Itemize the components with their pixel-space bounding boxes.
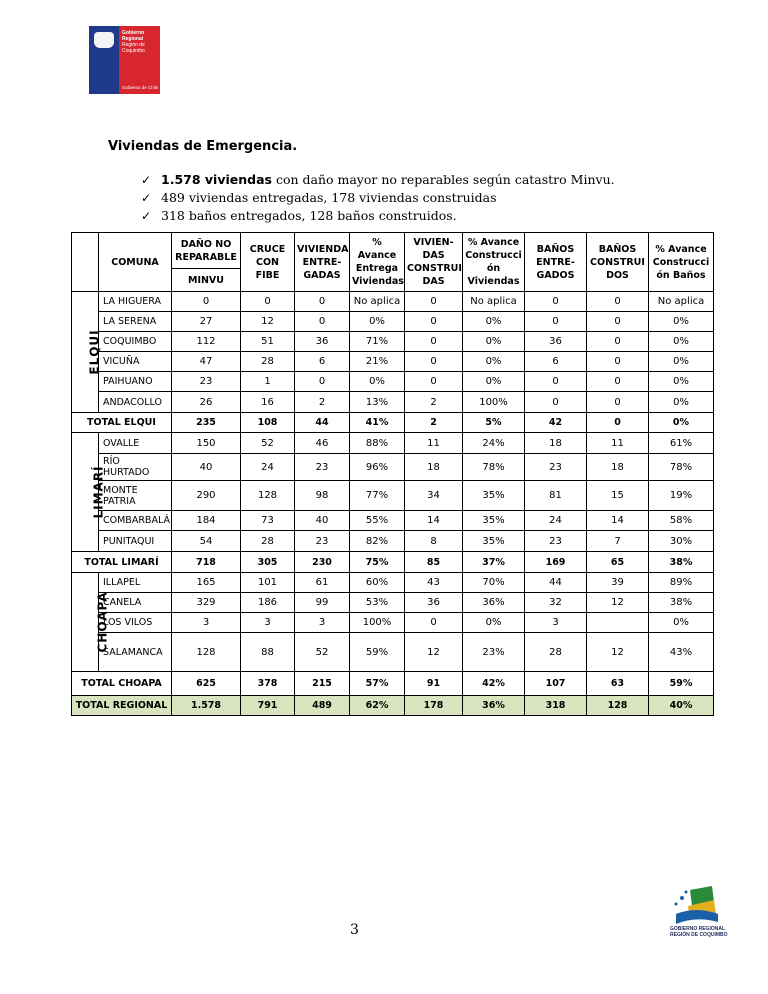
value-cell: 36% — [463, 593, 525, 613]
value-cell: No aplica — [649, 292, 714, 312]
bullet-bold: 1.578 viviendas — [161, 172, 272, 187]
value-cell: 128 — [172, 633, 241, 672]
value-cell: 43 — [405, 573, 463, 593]
total-value: 44 — [295, 413, 350, 433]
value-cell: 0% — [463, 332, 525, 352]
total-label: TOTAL ELQUI — [72, 413, 172, 433]
value-cell: 0 — [405, 292, 463, 312]
value-cell: 78% — [649, 454, 714, 481]
value-cell: 52 — [241, 433, 295, 454]
value-cell: 96% — [350, 454, 405, 481]
total-value: 42% — [463, 672, 525, 696]
value-cell: 88% — [350, 433, 405, 454]
value-cell: 0 — [405, 312, 463, 332]
total-row — [72, 672, 714, 696]
page-number: 3 — [350, 922, 359, 938]
value-cell: 61% — [649, 433, 714, 454]
grand-total-value: 40% — [649, 696, 714, 716]
value-cell: 0 — [587, 332, 649, 352]
total-value: 378 — [241, 672, 295, 696]
value-cell: 186 — [241, 593, 295, 613]
total-value: 235 — [172, 413, 241, 433]
value-cell: 59% — [350, 633, 405, 672]
checkmark-icon: ✓ — [141, 209, 152, 223]
bullet-item — [141, 189, 615, 207]
logo-text-line3: Región de Coquimbo — [122, 42, 145, 54]
value-cell: 55% — [350, 511, 405, 531]
value-cell: 43% — [649, 633, 714, 672]
value-cell: 0 — [587, 292, 649, 312]
value-cell: 53% — [350, 593, 405, 613]
total-value: 65 — [587, 552, 649, 573]
region-label — [72, 292, 102, 413]
value-cell: 3 — [241, 613, 295, 633]
value-cell — [587, 613, 649, 633]
table-row — [72, 593, 714, 613]
value-cell: 23 — [295, 531, 350, 552]
value-cell: 24 — [241, 454, 295, 481]
total-value: 5% — [463, 413, 525, 433]
table-body — [72, 292, 714, 716]
header-dano: DAÑO NO REPARABLE — [172, 233, 241, 269]
value-cell: 71% — [350, 332, 405, 352]
table-row — [72, 511, 714, 531]
total-value: 2 — [405, 413, 463, 433]
value-cell: 128 — [241, 481, 295, 511]
value-cell: 78% — [463, 454, 525, 481]
value-cell: 14 — [405, 511, 463, 531]
value-cell: 0 — [587, 392, 649, 413]
value-cell: 24% — [463, 433, 525, 454]
table-row — [72, 372, 714, 392]
table-row — [72, 332, 714, 352]
value-cell: 35% — [463, 531, 525, 552]
region-label — [72, 433, 106, 552]
comuna-cell: LA SERENA — [99, 312, 172, 332]
total-value: 75% — [350, 552, 405, 573]
total-value: 59% — [649, 672, 714, 696]
comuna-cell: OVALLE — [99, 433, 172, 454]
value-cell: 16 — [241, 392, 295, 413]
value-cell: 28 — [241, 531, 295, 552]
value-cell: 6 — [525, 352, 587, 372]
value-cell: 46 — [295, 433, 350, 454]
value-cell: 0 — [525, 372, 587, 392]
total-value: 108 — [241, 413, 295, 433]
value-cell: 12 — [587, 633, 649, 672]
value-cell: 0 — [525, 312, 587, 332]
value-cell: 23 — [525, 531, 587, 552]
value-cell: 60% — [350, 573, 405, 593]
value-cell: 47 — [172, 352, 241, 372]
value-cell: 100% — [463, 392, 525, 413]
value-cell: 81 — [525, 481, 587, 511]
value-cell: 27 — [172, 312, 241, 332]
table-row — [72, 481, 714, 511]
comuna-cell: ILLAPEL — [99, 573, 172, 593]
grand-total-label: TOTAL REGIONAL — [72, 696, 172, 716]
value-cell: 15 — [587, 481, 649, 511]
total-value: 37% — [463, 552, 525, 573]
total-label: TOTAL CHOAPA — [72, 672, 172, 696]
value-cell: 6 — [295, 352, 350, 372]
value-cell: 150 — [172, 433, 241, 454]
header-avance-entrega: % Avance Entrega Viviendas — [350, 233, 405, 292]
value-cell: 11 — [587, 433, 649, 454]
value-cell: 35% — [463, 481, 525, 511]
value-cell: 36 — [525, 332, 587, 352]
value-cell: 0% — [649, 352, 714, 372]
value-cell: 58% — [649, 511, 714, 531]
header-minvu: MINVU — [172, 269, 241, 292]
value-cell: 24 — [525, 511, 587, 531]
comuna-cell: LA HIGUERA — [99, 292, 172, 312]
total-value: 91 — [405, 672, 463, 696]
total-value: 41% — [350, 413, 405, 433]
value-cell: 44 — [525, 573, 587, 593]
table-row — [72, 613, 714, 633]
value-cell: 0 — [587, 352, 649, 372]
grand-total-value: 318 — [525, 696, 587, 716]
logo-caption — [670, 926, 728, 938]
total-row — [72, 552, 714, 573]
comuna-cell: VICUÑA — [99, 352, 172, 372]
value-cell: 3 — [525, 613, 587, 633]
comuna-cell: PUNITAQUI — [99, 531, 172, 552]
value-cell: 0 — [295, 312, 350, 332]
region-name: CHOAPA — [95, 591, 110, 653]
logo-blue-panel — [89, 26, 119, 94]
value-cell: 38% — [649, 593, 714, 613]
comuna-cell: RÍO HURTADO — [99, 454, 172, 481]
logo-text-line2: Regional — [122, 36, 144, 42]
value-cell: 0 — [295, 292, 350, 312]
value-cell: 3 — [295, 613, 350, 633]
total-value: 38% — [649, 552, 714, 573]
total-row — [72, 413, 714, 433]
grand-total-row — [72, 696, 714, 716]
value-cell: 0 — [405, 372, 463, 392]
grand-total-value: 791 — [241, 696, 295, 716]
value-cell: 61 — [295, 573, 350, 593]
value-cell: 28 — [525, 633, 587, 672]
value-cell: 12 — [241, 312, 295, 332]
table-row — [72, 433, 714, 454]
value-cell: 35% — [463, 511, 525, 531]
header-blank — [72, 233, 99, 292]
value-cell: 18 — [525, 433, 587, 454]
logo-caption-line2: REGIÓN DE COQUIMBO — [670, 932, 728, 938]
logo-text-bottom: Gobierno de Chile — [122, 85, 159, 90]
total-value: 230 — [295, 552, 350, 573]
value-cell: 12 — [405, 633, 463, 672]
header-banos-construidos: BAÑOS CONSTRUI DOS — [587, 233, 649, 292]
table-row — [72, 292, 714, 312]
value-cell: 1 — [241, 372, 295, 392]
value-cell: No aplica — [463, 292, 525, 312]
total-value: 625 — [172, 672, 241, 696]
total-label: TOTAL LIMARÍ — [72, 552, 172, 573]
grand-total-value: 178 — [405, 696, 463, 716]
value-cell: 0 — [241, 292, 295, 312]
value-cell: 99 — [295, 593, 350, 613]
total-value: 42 — [525, 413, 587, 433]
value-cell: 100% — [350, 613, 405, 633]
value-cell: 36 — [405, 593, 463, 613]
total-value: 0% — [649, 413, 714, 433]
comuna-cell: MONTE PATRIA — [99, 481, 172, 511]
summary-bullets — [141, 171, 615, 225]
table-row — [72, 454, 714, 481]
grand-total-value: 62% — [350, 696, 405, 716]
value-cell: 0 — [587, 372, 649, 392]
header-viviendas-entregadas: VIVIENDA ENTRE-GADAS — [295, 233, 350, 292]
region-name: ELQUI — [87, 329, 102, 375]
total-value: 107 — [525, 672, 587, 696]
value-cell: 88 — [241, 633, 295, 672]
header-viviendas-construidas: VIVIEN-DAS CONSTRUI DAS — [405, 233, 463, 292]
header-avance-construccion: % Avance Construcci ón Viviendas — [463, 233, 525, 292]
value-cell: 2 — [295, 392, 350, 413]
header-avance-banos: % Avance Construcci ón Baños — [649, 233, 714, 292]
value-cell: 73 — [241, 511, 295, 531]
value-cell: 0 — [525, 292, 587, 312]
value-cell: 19% — [649, 481, 714, 511]
value-cell: 7 — [587, 531, 649, 552]
logo-caption-line1: GOBIERNO REGIONAL — [670, 926, 726, 932]
total-value: 0 — [587, 413, 649, 433]
value-cell: 23 — [295, 454, 350, 481]
value-cell: 112 — [172, 332, 241, 352]
checkmark-icon: ✓ — [141, 191, 152, 205]
value-cell: No aplica — [350, 292, 405, 312]
value-cell: 34 — [405, 481, 463, 511]
value-cell: 8 — [405, 531, 463, 552]
comuna-cell: LOS VILOS — [99, 613, 172, 633]
value-cell: 0 — [295, 372, 350, 392]
value-cell: 0% — [649, 332, 714, 352]
bullet-text: 489 viviendas entregadas, 178 viviendas construidas — [161, 190, 497, 205]
value-cell: 0 — [405, 352, 463, 372]
comuna-cell: PAIHUANO — [99, 372, 172, 392]
total-value: 169 — [525, 552, 587, 573]
value-cell: 290 — [172, 481, 241, 511]
value-cell: 0% — [649, 372, 714, 392]
comuna-cell: COMBARBALÁ — [99, 511, 172, 531]
value-cell: 3 — [172, 613, 241, 633]
grand-total-value: 1.578 — [172, 696, 241, 716]
value-cell: 77% — [350, 481, 405, 511]
value-cell: 0% — [649, 613, 714, 633]
value-cell: 32 — [525, 593, 587, 613]
grand-total-value: 489 — [295, 696, 350, 716]
header-cruce: CRUCE CON FIBE — [241, 233, 295, 292]
value-cell: 28 — [241, 352, 295, 372]
value-cell: 0 — [405, 613, 463, 633]
value-cell: 89% — [649, 573, 714, 593]
table-row — [72, 352, 714, 372]
bullet-text: 318 baños entregados, 128 baños construidos. — [161, 208, 457, 223]
value-cell: 23% — [463, 633, 525, 672]
value-cell: 23 — [525, 454, 587, 481]
table-row — [72, 573, 714, 593]
comuna-cell: SALAMANCA — [99, 633, 172, 672]
value-cell: 70% — [463, 573, 525, 593]
value-cell: 0 — [172, 292, 241, 312]
value-cell: 18 — [587, 454, 649, 481]
header-comuna: COMUNA — [99, 233, 172, 292]
total-value: 305 — [241, 552, 295, 573]
value-cell: 101 — [241, 573, 295, 593]
value-cell: 0% — [649, 392, 714, 413]
value-cell: 26 — [172, 392, 241, 413]
value-cell: 2 — [405, 392, 463, 413]
table-row — [72, 392, 714, 413]
value-cell: 329 — [172, 593, 241, 613]
gobierno-regional-coquimbo-logo — [668, 884, 728, 940]
value-cell: 23 — [172, 372, 241, 392]
value-cell: 18 — [405, 454, 463, 481]
value-cell: 40 — [295, 511, 350, 531]
value-cell: 21% — [350, 352, 405, 372]
value-cell: 0 — [405, 332, 463, 352]
grand-total-value: 128 — [587, 696, 649, 716]
regional-emblem-icon — [668, 884, 728, 926]
value-cell: 184 — [172, 511, 241, 531]
comuna-cell: COQUIMBO — [99, 332, 172, 352]
table-row — [72, 531, 714, 552]
gobierno-regional-logo — [89, 26, 160, 94]
value-cell: 0% — [463, 312, 525, 332]
value-cell: 0% — [463, 352, 525, 372]
total-value: 57% — [350, 672, 405, 696]
bullet-item — [141, 171, 615, 189]
value-cell: 12 — [587, 593, 649, 613]
value-cell: 30% — [649, 531, 714, 552]
table-row — [72, 633, 714, 672]
bullet-item — [141, 207, 615, 225]
value-cell: 98 — [295, 481, 350, 511]
grand-total-value: 36% — [463, 696, 525, 716]
total-value: 718 — [172, 552, 241, 573]
value-cell: 54 — [172, 531, 241, 552]
value-cell: 82% — [350, 531, 405, 552]
comuna-cell: CANELA — [99, 593, 172, 613]
value-cell: 0% — [649, 312, 714, 332]
value-cell: 39 — [587, 573, 649, 593]
value-cell: 51 — [241, 332, 295, 352]
value-cell: 0% — [463, 372, 525, 392]
value-cell: 0% — [350, 372, 405, 392]
value-cell: 165 — [172, 573, 241, 593]
comuna-cell: ANDACOLLO — [99, 392, 172, 413]
table-row — [72, 312, 714, 332]
value-cell: 0 — [525, 392, 587, 413]
total-value: 85 — [405, 552, 463, 573]
value-cell: 13% — [350, 392, 405, 413]
value-cell: 14 — [587, 511, 649, 531]
coat-of-arms-icon — [94, 32, 114, 48]
value-cell: 40 — [172, 454, 241, 481]
value-cell: 0% — [350, 312, 405, 332]
total-value: 215 — [295, 672, 350, 696]
logo-red-panel — [119, 26, 160, 94]
region-label — [72, 573, 110, 672]
value-cell: 36 — [295, 332, 350, 352]
region-name: LIMARÍ — [91, 465, 106, 519]
section-heading: Viviendas de Emergencia. — [108, 139, 298, 154]
value-cell: 0 — [587, 312, 649, 332]
total-value: 63 — [587, 672, 649, 696]
value-cell: 0% — [463, 613, 525, 633]
checkmark-icon: ✓ — [141, 173, 152, 187]
emergency-housing-table — [71, 232, 714, 716]
value-cell: 11 — [405, 433, 463, 454]
header-banos-entregados: BAÑOS ENTRE-GADOS — [525, 233, 587, 292]
bullet-text: con daño mayor no reparables según catastro Minvu. — [271, 172, 615, 187]
logo-text-line1: Gobierno — [122, 30, 145, 36]
value-cell: 52 — [295, 633, 350, 672]
